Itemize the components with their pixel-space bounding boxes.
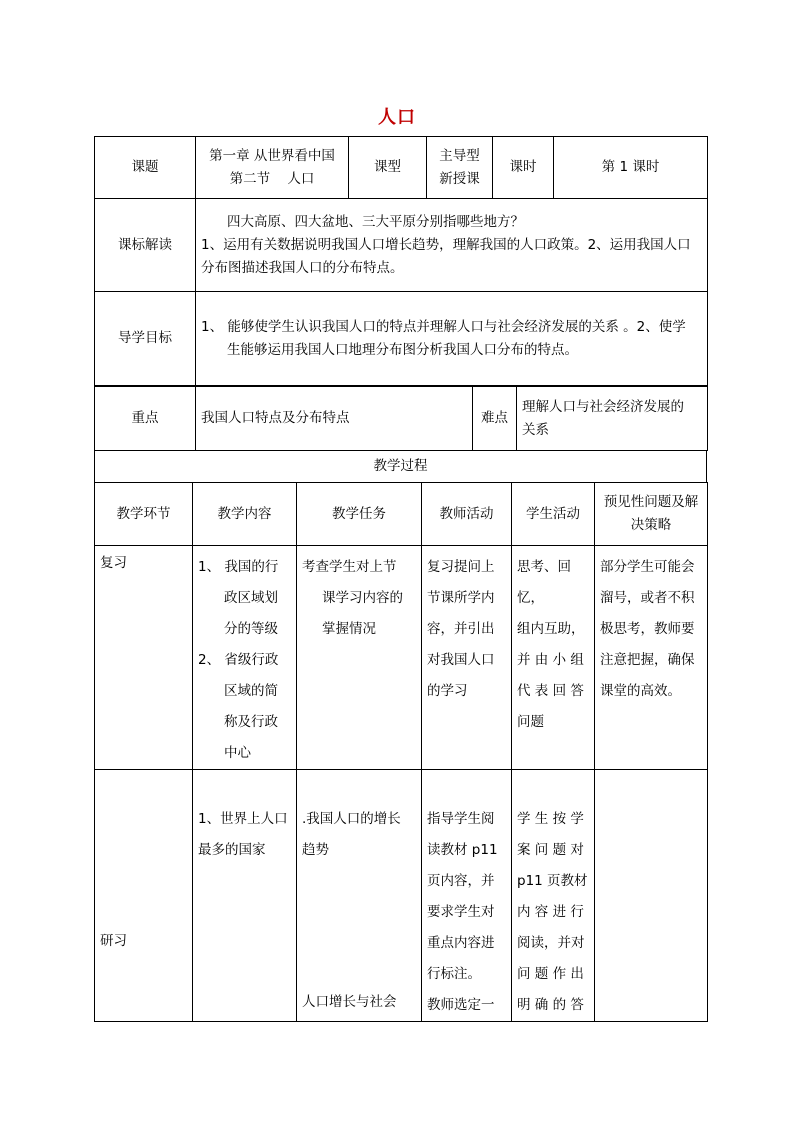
chapter-line1: 第一章 从世界看中国 — [209, 147, 335, 164]
review-stage: 复习 — [95, 546, 193, 770]
chapter-line2: 第二节 人口 — [229, 170, 315, 187]
review-student-line: 并 由 小 组 — [517, 652, 584, 668]
standards-line1: 四大高原、四大盆地、三大平原分别指哪些地方？ — [227, 213, 524, 230]
research-task-line: 趋势 — [302, 842, 329, 858]
period-label: 课时 — [493, 137, 554, 199]
difficult-label: 难点 — [473, 387, 517, 451]
review-student — [512, 546, 595, 770]
review-strategy-line: 溜号，或者不积 — [600, 590, 695, 606]
research-content — [193, 770, 297, 1022]
objectives-line1: 1、 能够使学生认识我国人口的特点并理解人口与社会经济发展的关系 。2、使学 — [201, 318, 686, 335]
research-student-line: 阅读，并对 — [517, 935, 585, 951]
review-content-line: 中心 — [224, 745, 251, 761]
difficult-line2: 关系 — [522, 421, 549, 438]
review-strategy-line: 极思考，教师要 — [600, 621, 695, 637]
research-student-line: 问 题 作 出 — [517, 966, 584, 982]
research-student-line: 明 确 的 答 — [517, 997, 584, 1013]
col-strategy-line1: 预见性问题及解 — [603, 494, 699, 510]
col-strategy-line2: 决策略 — [630, 517, 672, 533]
review-content-line: 称及行政 — [224, 714, 278, 730]
review-student-line: 组内互助， — [517, 621, 585, 637]
standards-line2: 1、运用有关数据说明我国人口增长趋势，理解我国的人口政策。2、运用我国人口 — [201, 236, 691, 253]
research-content-line: 1、世界上人口 — [198, 811, 288, 827]
review-content-line: 政区域划 — [224, 590, 278, 606]
objectives-content — [196, 292, 708, 386]
focus-table — [94, 386, 708, 451]
research-student-line: p11 页教材 — [517, 873, 588, 889]
process-title: 教学过程 — [95, 451, 707, 483]
page-title: 人口 — [378, 107, 416, 128]
review-teacher — [422, 546, 512, 770]
research-teacher-line: 指导学生阅 — [427, 811, 495, 827]
review-student-line: 思考、回忆， — [517, 559, 571, 606]
process-title-table — [94, 450, 707, 483]
review-content-line: 2、 省级行政 — [198, 652, 279, 668]
difficult-line1: 理解人口与社会经济发展的 — [522, 398, 684, 415]
review-teacher-line: 的学习 — [427, 683, 468, 699]
col-content: 教学内容 — [193, 483, 297, 546]
objectives-line2: 生能够运用我国人口地理分布图分析我国人口分布的特点。 — [227, 341, 578, 358]
type-line2: 新授课 — [439, 170, 480, 187]
research-student-line: 内 容 进 行 — [517, 904, 584, 920]
review-teacher-line: 复习提问上 — [427, 559, 495, 575]
type-cell — [427, 137, 493, 199]
lesson-info-table — [94, 136, 708, 386]
research-teacher-line: 行标注。 — [427, 966, 481, 982]
review-strategy-line: 部分学生可能会 — [600, 559, 695, 575]
review-teacher-line: 对我国人口 — [427, 652, 495, 668]
research-strategy — [595, 770, 708, 1022]
research-task-line: .我国人口的增长 — [302, 811, 401, 827]
standards-content — [196, 199, 708, 292]
review-strategy-line: 课堂的高效。 — [600, 683, 681, 699]
review-content-line: 1、 我国的行 — [198, 559, 279, 575]
review-content — [193, 546, 297, 770]
objectives-label: 导学目标 — [95, 292, 196, 386]
research-stage: 研习 — [95, 770, 193, 1022]
col-task: 教学任务 — [297, 483, 422, 546]
research-content-line: 最多的国家 — [198, 842, 266, 858]
type-label: 课型 — [349, 137, 427, 199]
review-task-line: 掌握情况 — [322, 621, 376, 637]
research-teacher-line: 读教材 p11 — [427, 842, 498, 858]
review-task-line: 课学习内容的 — [322, 590, 403, 606]
key-value: 我国人口特点及分布特点 — [196, 387, 473, 451]
review-student-line: 代 表 回 答 — [517, 683, 584, 699]
col-strategy — [595, 483, 708, 546]
difficult-cell — [517, 387, 708, 451]
research-student — [512, 770, 595, 1022]
process-table — [94, 482, 708, 1022]
research-task-line: 人口增长与社会 — [302, 994, 397, 1010]
research-student-line: 案 问 题 对 — [517, 842, 584, 858]
research-teacher-line: 教师选定一 — [427, 997, 495, 1013]
research-teacher — [422, 770, 512, 1022]
review-strategy-line: 注意把握，确保 — [600, 652, 695, 668]
review-task-line: 考查学生对上节 — [302, 559, 397, 575]
chapter-cell — [196, 137, 349, 199]
col-student: 学生活动 — [512, 483, 595, 546]
col-stage: 教学环节 — [95, 483, 193, 546]
period-value: 第 1 课时 — [554, 137, 708, 199]
key-label: 重点 — [95, 387, 196, 451]
review-task — [297, 546, 422, 770]
review-strategy — [595, 546, 708, 770]
review-student-line: 问题 — [517, 714, 544, 730]
research-teacher-line: 要求学生对 — [427, 904, 495, 920]
research-task — [297, 770, 422, 1022]
review-teacher-line: 节课所学内 — [427, 590, 495, 606]
type-line1: 主导型 — [439, 147, 480, 164]
standards-line3: 分布图描述我国人口的分布特点。 — [201, 259, 404, 276]
topic-label: 课题 — [95, 137, 196, 199]
research-student-line: 学 生 按 学 — [517, 811, 584, 827]
review-content-line: 分的等级 — [224, 621, 278, 637]
standards-label: 课标解读 — [95, 199, 196, 292]
review-teacher-line: 容，并引出 — [427, 621, 495, 637]
review-content-line: 区域的简 — [224, 683, 278, 699]
research-teacher-line: 页内容，并 — [427, 873, 495, 889]
research-teacher-line: 重点内容进 — [427, 935, 495, 951]
col-teacher: 教师活动 — [422, 483, 512, 546]
